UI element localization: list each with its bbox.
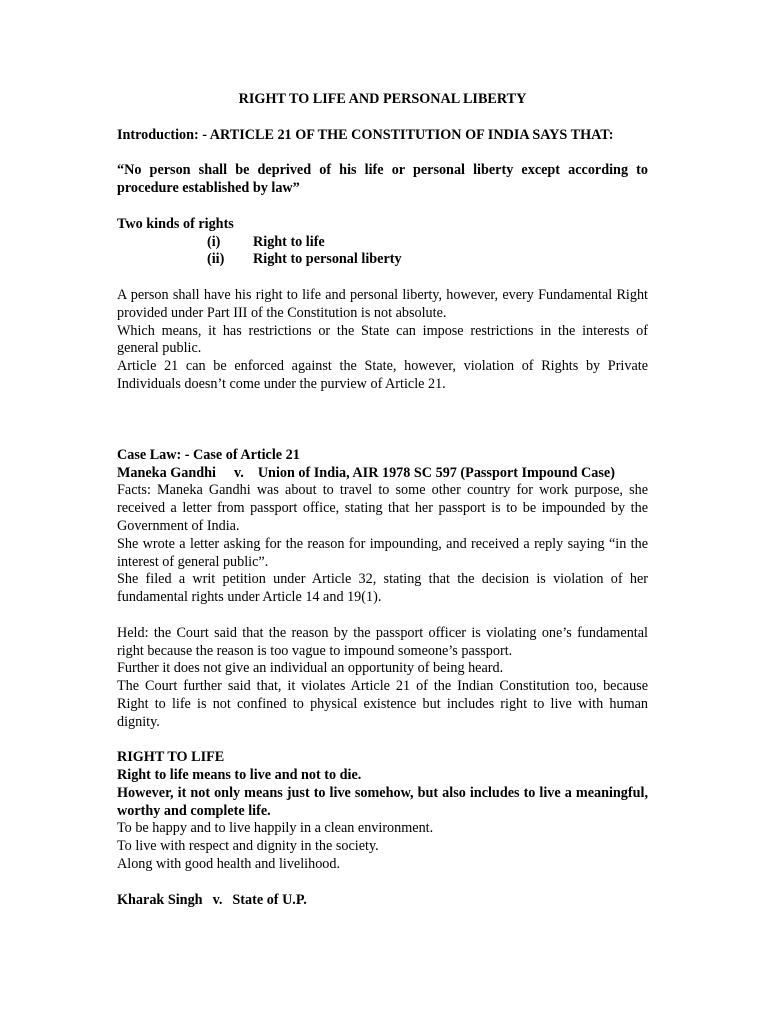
held-paragraph: The Court further said that, it violates Article 21 of the Indian Constitution too, because Right to life is not confined to physical existence but includes right to live with human dignity. [117,678,648,730]
case-party-left: Kharak Singh [117,891,203,908]
introduction: Introduction: - ARTICLE 21 OF THE CONSTITUTION OF INDIA SAYS THAT: [117,126,614,143]
rights-item [117,251,648,269]
right-to-life-bold: However, it not only means just to live somehow, but also includes to live a meaningful, worthy and complete life. [117,784,648,819]
paragraph: Article 21 can be enforced against the State, however, violation of Rights by Private Individuals doesn’t come under the purview of Article 21. [117,358,648,392]
rights-item-number: (i) [207,233,221,250]
facts-paragraph: Facts: Maneka Gandhi was about to travel to some other country for work purpose, she received a letter from passport office, stating that her passport is to be impounded by the Government of India. [117,482,648,534]
case-title [117,465,648,483]
held-paragraph: Further it does not give an individual an opportunity of being heard. [117,660,504,677]
case-versus: v. [212,891,223,908]
spacer [117,269,648,287]
case-title [117,892,648,910]
right-to-life-line: To be happy and to live happily in a clean environment. [117,820,434,837]
case-party-right: State of U.P. [232,891,307,908]
right-to-life-bold: Right to life means to live and not to die. [117,767,362,784]
right-to-life-heading: RIGHT TO LIFE [117,749,225,766]
rights-item-label: Right to personal liberty [253,251,402,268]
rights-item-number: (ii) [207,251,225,268]
rights-item-label: Right to life [253,233,325,250]
case-party-left: Maneka Gandhi [117,464,216,481]
case-party-right: Union of India, AIR 1978 SC 597 (Passport Impound Case) [257,464,615,481]
case-law-heading: Case Law: - Case of Article 21 [117,446,300,463]
spacer [117,394,648,447]
paragraph: A person shall have his right to life and personal liberty, however, every Fundamental Right provided under Part III of the Constitution is not absolute. [117,286,648,321]
spacer [117,607,648,625]
spacer [117,732,648,750]
rights-heading: Two kinds of rights [117,215,234,232]
right-to-life-line: To live with respect and dignity in the society. [117,838,379,855]
paragraph: Which means, it has restrictions or the State can impose restrictions in the interests of general public. [117,322,648,357]
document-body [117,91,648,909]
facts-paragraph: She wrote a letter asking for the reason for impounding, and received a reply saying “in the interest of general public”. [117,535,648,570]
right-to-life-line: Along with good health and livelihood. [117,856,341,873]
held-paragraph: Held: the Court said that the reason by the passport officer is violating one’s fundamental right because the reason is too vague to impound someone’s passport. [117,624,648,659]
spacer [117,198,648,216]
article-quote: “No person shall be deprived of his life or personal liberty except according to procedure established by law” [117,162,648,197]
spacer [117,874,648,892]
document-title: RIGHT TO LIFE AND PERSONAL LIBERTY [238,91,527,107]
facts-paragraph: She filed a writ petition under Article 32, stating that the decision is violation of her fundamental rights under Article 14 and 19(1). [117,571,648,606]
case-versus: v. [233,464,244,481]
spacer [117,145,648,163]
rights-item [117,234,648,252]
